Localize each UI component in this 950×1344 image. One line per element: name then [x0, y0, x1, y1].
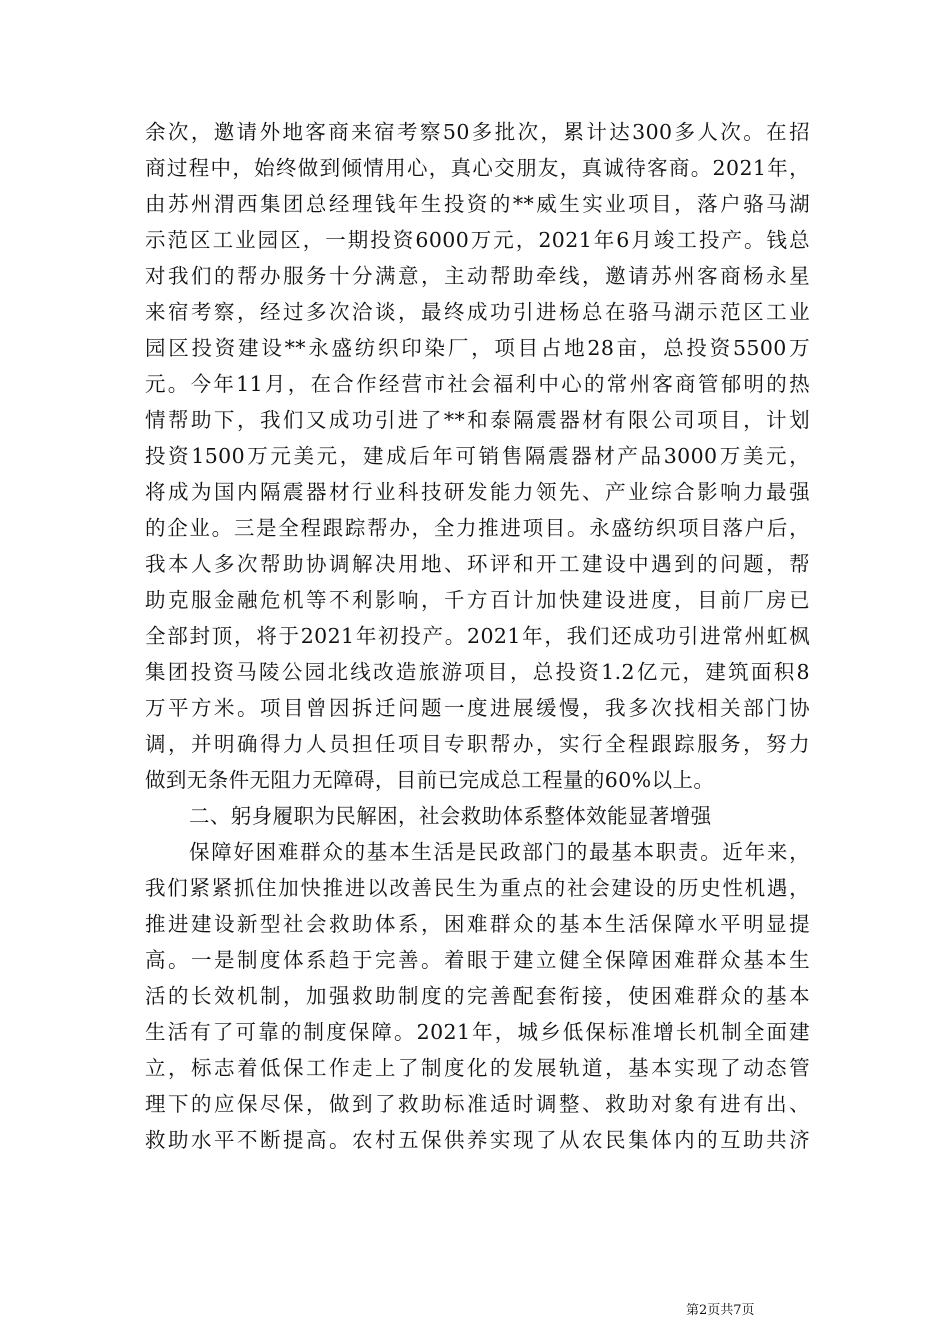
text-line: 来宿考察，经过多次洽谈，最终成功引进杨总在骆马湖示范区工业 [145, 300, 810, 324]
text-line: 救助水平不断提高。农村五保供养实现了从农民集体内的互助共济 [145, 1128, 810, 1152]
paragraph-continuation [145, 114, 810, 798]
text-line: 全部封顶，将于2021年初投产。2021年，我们还成功引进常州虹枫 [145, 624, 810, 648]
text-line: 的企业。三是全程跟踪帮办，全力推进项目。永盛纺织项目落户后， [145, 516, 810, 540]
text-line: 做到无条件无阻力无障碍，目前已完成总工程量的60%以上。 [145, 768, 715, 792]
text-line: 高。一是制度体系趋于完善。着眼于建立健全保障困难群众基本生 [145, 948, 810, 972]
text-line: 助克服金融危机等不利影响，千方百计加快建设进度，目前厂房已 [145, 588, 810, 612]
text-line: 余次，邀请外地客商来宿考察50多批次，累计达300多人次。在招 [145, 120, 810, 144]
text-line: 推进建设新型社会救助体系，困难群众的基本生活保障水平明显提 [145, 912, 810, 936]
text-line: 示范区工业园区，一期投资6000万元，2021年6月竣工投产。钱总 [145, 228, 810, 252]
text-line: 生活有了可靠的制度保障。2021年，城乡低保标准增长机制全面建 [145, 1020, 810, 1044]
page-number: 第2页共7页 [686, 1303, 755, 1318]
text-line: 我本人多次帮助协调解决用地、环评和开工建设中遇到的问题，帮 [145, 552, 810, 576]
paragraph [145, 834, 810, 1158]
text-line: 商过程中，始终做到倾情用心，真心交朋友，真诚待客商。2021年， [145, 156, 810, 180]
text-line: 理下的应保尽保，做到了救助标准适时调整、救助对象有进有出、 [145, 1092, 810, 1116]
text-line: 园区投资建设**永盛纺织印染厂，项目占地28亩，总投资5500万 [145, 336, 810, 360]
text-line: 立，标志着低保工作走上了制度化的发展轨道，基本实现了动态管 [145, 1056, 810, 1080]
text-line: 元。今年11月，在合作经营市社会福利中心的常州客商管郁明的热 [145, 372, 810, 396]
text-line: 将成为国内隔震器材行业科技研发能力领先、产业综合影响力最强 [145, 480, 810, 504]
section-heading [145, 798, 810, 834]
text-line: 我们紧紧抓住加快推进以改善民生为重点的社会建设的历史性机遇， [145, 876, 810, 900]
text-line: 对我们的帮办服务十分满意，主动帮助牵线，邀请苏州客商杨永星 [145, 264, 810, 288]
text-line: 万平方米。项目曾因拆迁问题一度进展缓慢，我多次找相关部门协 [145, 696, 810, 720]
heading-line: 二、躬身履职为民解困，社会救助体系整体效能显著增强 [189, 804, 712, 828]
body-text [145, 114, 810, 1158]
text-line: 由苏州渭西集团总经理钱年生投资的**威生实业项目，落户骆马湖 [145, 192, 810, 216]
text-line: 投资1500万元美元，建成后年可销售隔震器材产品3000万美元， [145, 444, 810, 468]
text-line: 情帮助下，我们又成功引进了**和泰隔震器材有限公司项目，计划 [145, 408, 810, 432]
text-line: 活的长效机制，加强救助制度的完善配套衔接，使困难群众的基本 [145, 984, 810, 1008]
text-line: 集团投资马陵公园北线改造旅游项目，总投资1.2亿元，建筑面积8 [145, 660, 810, 684]
text-line: 调，并明确得力人员担任项目专职帮办，实行全程跟踪服务，努力 [145, 732, 810, 756]
text-line: 保障好困难群众的基本生活是民政部门的最基本职责。近年来， [189, 840, 810, 864]
